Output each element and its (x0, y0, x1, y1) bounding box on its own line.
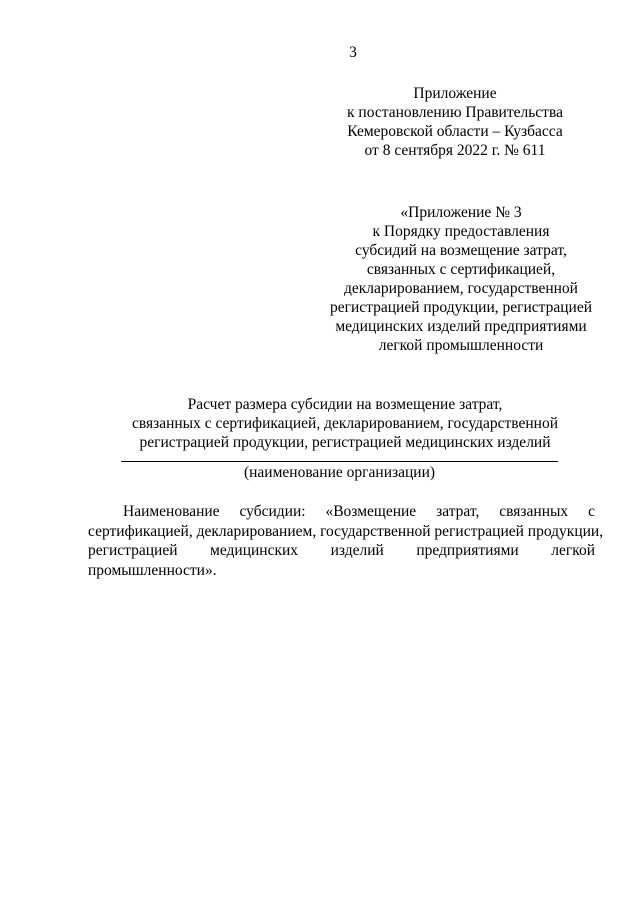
appendix-3-line: субсидий на возмещение затрат, (355, 242, 567, 259)
paragraph-word: регистрацией (88, 542, 178, 559)
paragraph-text: сертификацией, декларированием, государственной регистрацией продукции, (88, 522, 604, 540)
calculation-title-line: связанных с сертификацией, декларированием, государственной (131, 415, 559, 432)
paragraph-line (88, 561, 595, 581)
paragraph-word: предприятиями (416, 542, 519, 559)
calculation-title-line: регистрацией продукции, регистрацией медицинских изделий (139, 434, 551, 451)
appendix-3-header (316, 203, 606, 355)
appendix-3-line: «Приложение № 3 (400, 204, 522, 221)
page-number: 3 (349, 44, 357, 61)
appendix-3-line: связанных с сертификацией, (366, 261, 556, 278)
paragraph-word: Наименование (123, 503, 220, 520)
paragraph-word: легкой (551, 542, 595, 559)
paragraph-word: медицинских (210, 542, 299, 559)
appendix-header-line: Приложение (413, 85, 497, 102)
organization-name-line (121, 461, 558, 462)
paragraph-line (88, 541, 595, 561)
paragraph-word: связанных (499, 503, 569, 520)
appendix-header (330, 84, 580, 160)
paragraph-word: субсидии: (239, 503, 306, 520)
paragraph-line (88, 522, 604, 542)
appendix-header-line: к постановлению Правительства (347, 104, 563, 121)
calculation-title-line: Расчет размера субсидии на возмещение затрат, (187, 396, 503, 413)
paragraph-word: «Возмещение (325, 503, 417, 520)
subsidy-paragraph (88, 502, 604, 580)
paragraph-line (88, 502, 595, 522)
organization-caption: (наименование организации) (243, 464, 436, 481)
paragraph-word: затрат, (436, 503, 480, 520)
paragraph-word: с (588, 503, 595, 520)
paragraph-text: промышленности». (88, 561, 217, 579)
appendix-3-line: к Порядку предоставления (372, 223, 550, 240)
appendix-header-line: Кемеровской области – Кузбасса (347, 123, 563, 140)
appendix-3-line: декларированием, государственной (344, 280, 578, 297)
calculation-title (120, 395, 570, 452)
appendix-3-line: регистрацией продукции, регистрацией (329, 299, 593, 316)
appendix-header-line: от 8 сентября 2022 г. № 611 (364, 142, 546, 159)
paragraph-word: изделий (330, 542, 384, 559)
appendix-3-line: легкой промышленности (378, 337, 544, 354)
appendix-3-line: медицинских изделий предприятиями (335, 318, 587, 335)
